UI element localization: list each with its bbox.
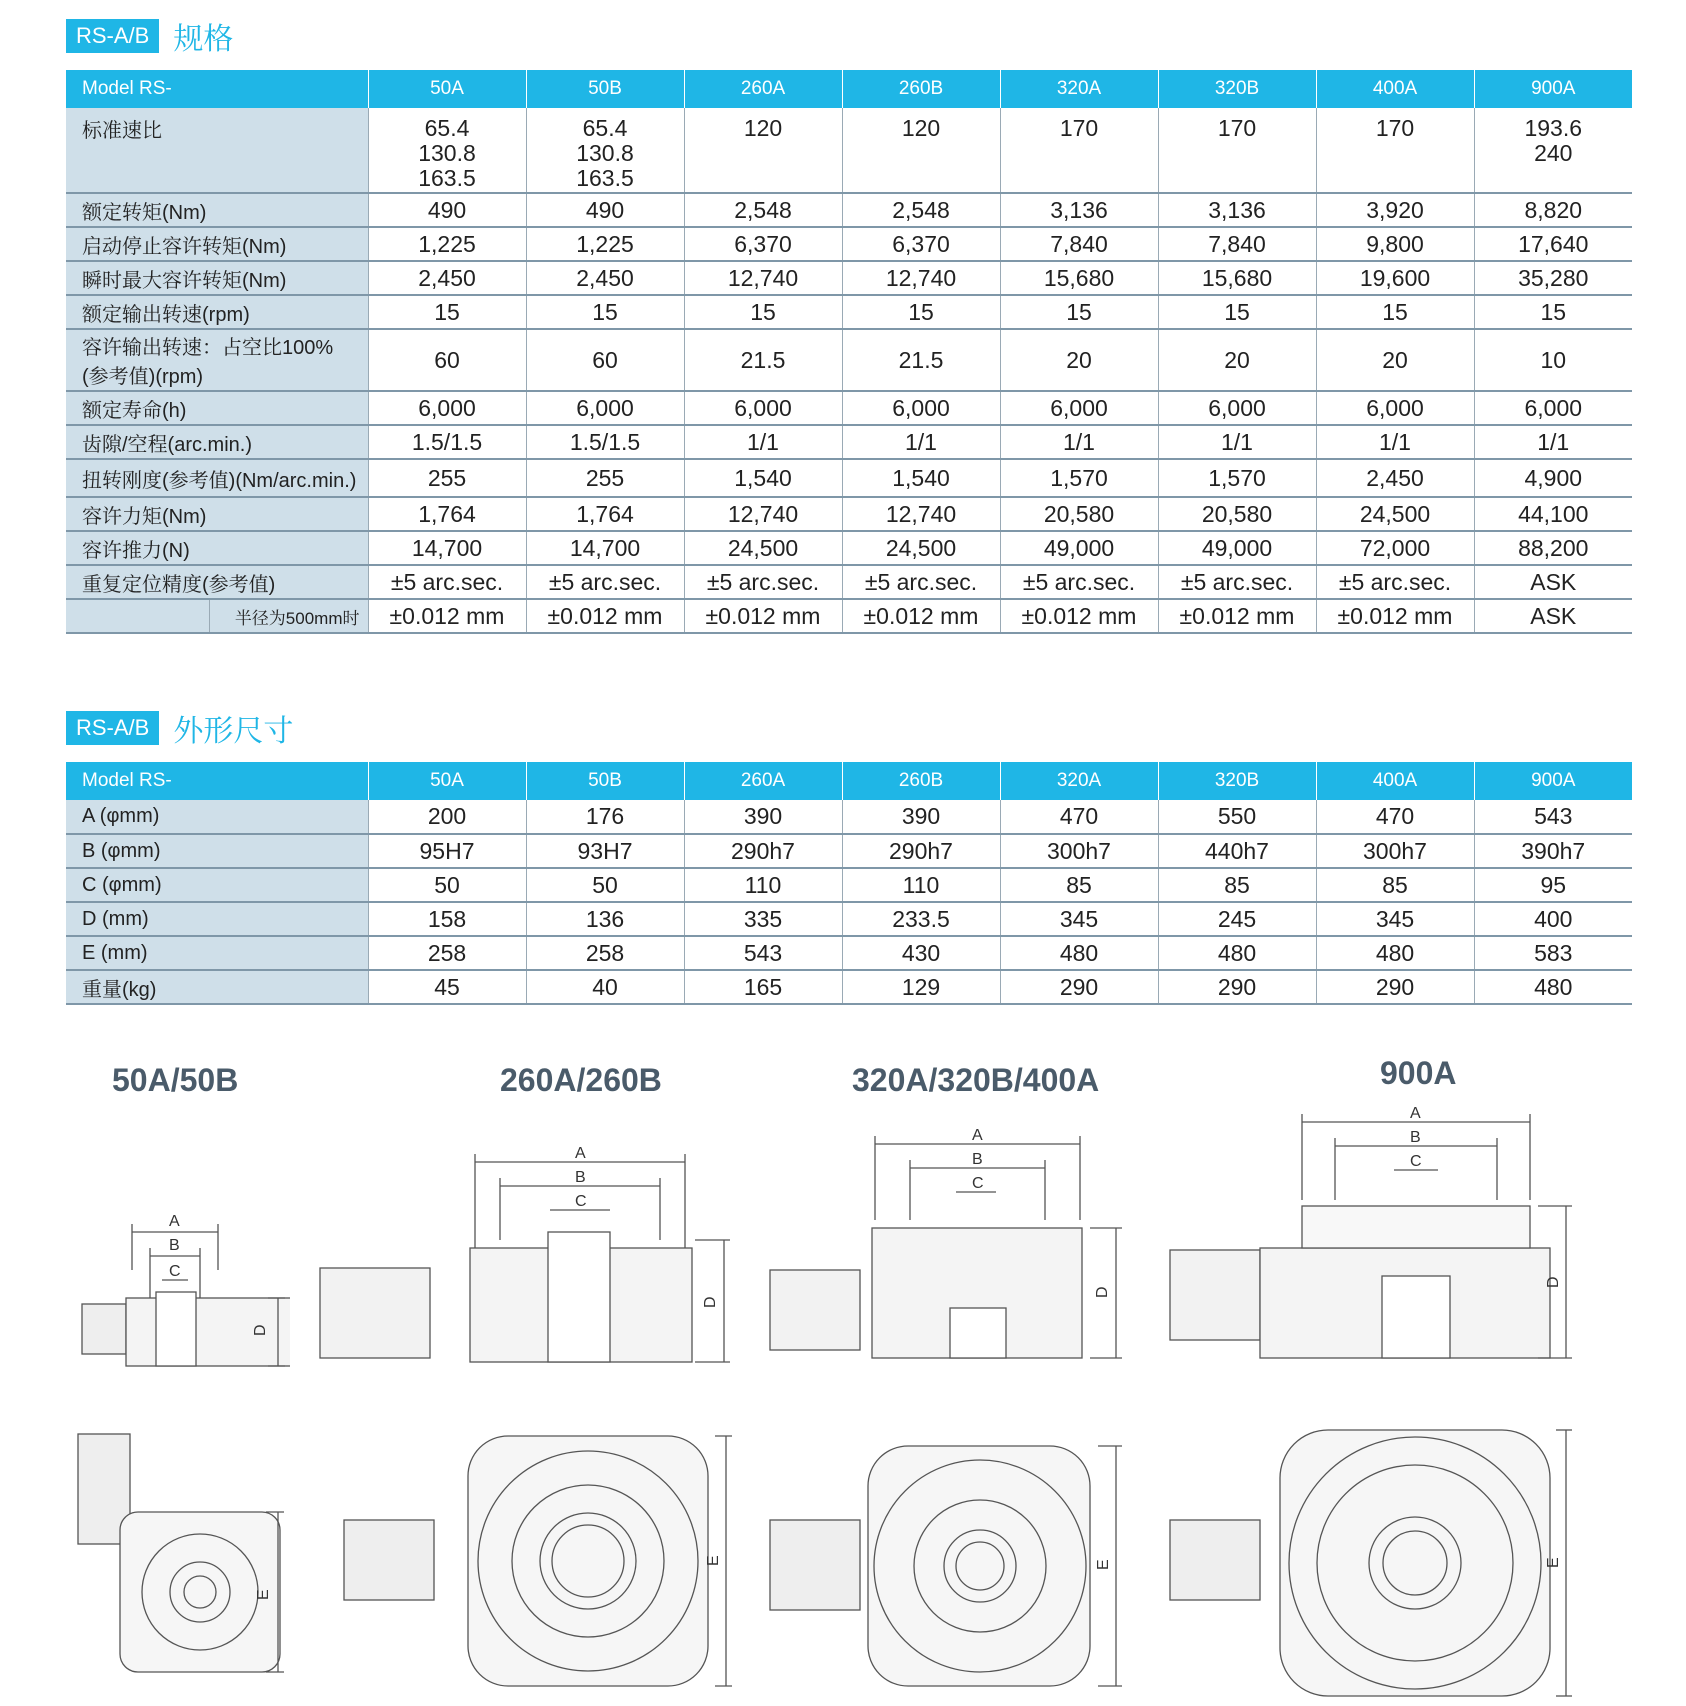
dim-letter-e: E: [1545, 1557, 1562, 1568]
cell-value: 480: [1316, 936, 1474, 970]
cell-value: 95H7: [368, 834, 526, 868]
table-row: [66, 565, 1632, 599]
header-model-label: Model RS-: [66, 70, 368, 108]
cell-value: 255: [526, 459, 684, 497]
table-row: [66, 295, 1632, 329]
cell-value: ±0.012 mm: [526, 599, 684, 633]
cell-value: 170: [1000, 108, 1158, 193]
cell-value: ±0.012 mm: [1316, 599, 1474, 633]
cell-value: 480: [1158, 936, 1316, 970]
spec-header-row: [66, 70, 1632, 108]
cell-value: 470: [1000, 800, 1158, 834]
cell-value: 1,225: [526, 227, 684, 261]
cell-value: 24,500: [842, 531, 1000, 565]
drawing-50-side: [70, 1200, 290, 1380]
header-model-900A: 900A: [1474, 70, 1632, 108]
cell-value: 45: [368, 970, 526, 1004]
dim-letter-b: B: [972, 1151, 983, 1168]
cell-value: 390h7: [1474, 834, 1632, 868]
cell-value: 1,570: [1158, 459, 1316, 497]
cell-value: 255: [368, 459, 526, 497]
cell-value: 136: [526, 902, 684, 936]
cell-value: 2,450: [1316, 459, 1474, 497]
table-row: [66, 902, 1632, 936]
dim-letter-a: A: [575, 1145, 586, 1162]
cell-value: 60: [368, 329, 526, 391]
cell-value: 49,000: [1158, 531, 1316, 565]
dim-table: [66, 762, 1632, 1005]
cell-value: 15: [842, 295, 1000, 329]
cell-value: 19,600: [1316, 261, 1474, 295]
row-label: 额定转矩(Nm): [66, 193, 368, 227]
cell-value: ±0.012 mm: [368, 599, 526, 633]
cell-value: 12,740: [842, 497, 1000, 531]
cell-value: 1/1: [842, 425, 1000, 459]
cell-value: 14,700: [526, 531, 684, 565]
row-label: [66, 599, 368, 633]
cell-value: ±5 arc.sec.: [1158, 565, 1316, 599]
cell-value: 110: [684, 868, 842, 902]
cell-value: 490: [368, 193, 526, 227]
cell-value: 6,000: [1158, 391, 1316, 425]
cell-value: 15: [1158, 295, 1316, 329]
cell-value: ±5 arc.sec.: [368, 565, 526, 599]
cell-value: ±0.012 mm: [684, 599, 842, 633]
cell-value: 3,136: [1158, 193, 1316, 227]
cell-value: ±5 arc.sec.: [1316, 565, 1474, 599]
cell-value: 1/1: [684, 425, 842, 459]
header-model-400A: 400A: [1316, 762, 1474, 800]
table-row: [66, 391, 1632, 425]
drawing-title-50: 50A/50B: [112, 1062, 239, 1098]
cell-value: 480: [1474, 970, 1632, 1004]
dim-letter-c: C: [169, 1263, 181, 1280]
cell-value: 20,580: [1158, 497, 1316, 531]
cell-value: 200: [368, 800, 526, 834]
cell-value: 6,000: [526, 391, 684, 425]
row-label: 额定寿命(h): [66, 391, 368, 425]
cell-value: 193.6 240: [1474, 108, 1632, 193]
table-row: [66, 800, 1632, 834]
spec-table: [66, 70, 1632, 634]
header-model-320A: 320A: [1000, 70, 1158, 108]
cell-value: 2,450: [368, 261, 526, 295]
cell-value: 15: [526, 295, 684, 329]
cell-value: 470: [1316, 800, 1474, 834]
cell-value: 12,740: [842, 261, 1000, 295]
table-row: [66, 459, 1632, 497]
row-label: D (mm): [66, 902, 368, 936]
cell-value: 233.5: [842, 902, 1000, 936]
cell-value: 1,764: [526, 497, 684, 531]
dim-letter-b: B: [169, 1237, 180, 1254]
cell-value: 290: [1000, 970, 1158, 1004]
cell-value: 8,820: [1474, 193, 1632, 227]
cell-value: 24,500: [1316, 497, 1474, 531]
header-model-320A: 320A: [1000, 762, 1158, 800]
cell-value: 15: [1000, 295, 1158, 329]
header-model-260A: 260A: [684, 762, 842, 800]
cell-value: 88,200: [1474, 531, 1632, 565]
cell-value: 4,900: [1474, 459, 1632, 497]
cell-value: 335: [684, 902, 842, 936]
cell-value: 6,000: [684, 391, 842, 425]
cell-value: 110: [842, 868, 1000, 902]
dim-header-row: [66, 762, 1632, 800]
table-row: [66, 108, 1632, 193]
cell-value: 15,680: [1000, 261, 1158, 295]
cell-value: 21.5: [684, 329, 842, 391]
cell-value: 20: [1316, 329, 1474, 391]
table-row: [66, 497, 1632, 531]
header-model-900A: 900A: [1474, 762, 1632, 800]
cell-value: 176: [526, 800, 684, 834]
table-row: [66, 970, 1632, 1004]
cell-value: 17,640: [1474, 227, 1632, 261]
cell-value: 50: [526, 868, 684, 902]
spec-section-title: 规格: [173, 23, 234, 56]
cell-value: ASK: [1474, 599, 1632, 633]
cell-value: ±5 arc.sec.: [684, 565, 842, 599]
header-model-label: Model RS-: [66, 762, 368, 800]
cell-value: 170: [1158, 108, 1316, 193]
cell-value: 1.5/1.5: [526, 425, 684, 459]
row-label: 标准速比: [66, 108, 368, 193]
cell-value: 72,000: [1316, 531, 1474, 565]
header-model-260A: 260A: [684, 70, 842, 108]
cell-value: 390: [842, 800, 1000, 834]
row-label: 扭转刚度(参考值)(Nm/arc.min.): [66, 459, 368, 497]
cell-value: 543: [684, 936, 842, 970]
cell-value: 93H7: [526, 834, 684, 868]
cell-value: ±5 arc.sec.: [1000, 565, 1158, 599]
table-row: [66, 425, 1632, 459]
cell-value: 12,740: [684, 497, 842, 531]
table-row: [66, 227, 1632, 261]
drawing-320-side: [760, 1120, 1160, 1380]
dim-letter-e: E: [255, 1589, 272, 1600]
table-row: [66, 329, 1632, 391]
table-row: [66, 599, 1632, 633]
cell-value: 490: [526, 193, 684, 227]
cell-value: 50: [368, 868, 526, 902]
row-label: B (φmm): [66, 834, 368, 868]
cell-value: 1.5/1.5: [368, 425, 526, 459]
dim-letter-d: D: [252, 1324, 269, 1336]
drawing-260-top: [320, 1420, 750, 1700]
cell-value: 245: [1158, 902, 1316, 936]
dim-section-title: 外形尺寸: [173, 715, 294, 748]
cell-value: 20: [1158, 329, 1316, 391]
cell-value: 15,680: [1158, 261, 1316, 295]
cell-value: 6,000: [842, 391, 1000, 425]
cell-value: 85: [1158, 868, 1316, 902]
dim-letter-d: D: [702, 1296, 719, 1308]
cell-value: 95: [1474, 868, 1632, 902]
cell-value: 6,000: [1000, 391, 1158, 425]
cell-value: 120: [684, 108, 842, 193]
cell-value: 15: [1474, 295, 1632, 329]
cell-value: 390: [684, 800, 842, 834]
cell-value: 6,000: [368, 391, 526, 425]
cell-value: 550: [1158, 800, 1316, 834]
dim-section-tag: RS-A/B: [66, 711, 159, 745]
cell-value: 60: [526, 329, 684, 391]
cell-value: 9,800: [1316, 227, 1474, 261]
row-label: 容许输出转速：占空比100% (参考值)(rpm): [66, 329, 368, 391]
spec-section-tag: RS-A/B: [66, 19, 159, 53]
cell-value: ±0.012 mm: [1158, 599, 1316, 633]
cell-value: 3,136: [1000, 193, 1158, 227]
cell-value: 165: [684, 970, 842, 1004]
table-row: [66, 531, 1632, 565]
dim-letter-d: D: [1094, 1286, 1111, 1298]
cell-value: 480: [1000, 936, 1158, 970]
cell-value: 1,764: [368, 497, 526, 531]
dim-letter-b: B: [1410, 1129, 1421, 1146]
cell-value: 10: [1474, 329, 1632, 391]
cell-value: 1,540: [842, 459, 1000, 497]
cell-value: 258: [368, 936, 526, 970]
cell-value: 430: [842, 936, 1000, 970]
cell-value: 6,000: [1316, 391, 1474, 425]
cell-value: 6,370: [842, 227, 1000, 261]
row-label: 容许力矩(Nm): [66, 497, 368, 531]
cell-value: 3,920: [1316, 193, 1474, 227]
dim-letter-b: B: [575, 1169, 586, 1186]
cell-value: 158: [368, 902, 526, 936]
cell-value: 14,700: [368, 531, 526, 565]
cell-value: 300h7: [1000, 834, 1158, 868]
dim-letter-c: C: [972, 1175, 984, 1192]
cell-value: 49,000: [1000, 531, 1158, 565]
cell-value: 15: [1316, 295, 1474, 329]
row-label: 齿隙/空程(arc.min.): [66, 425, 368, 459]
row-label: 启动停止容许转矩(Nm): [66, 227, 368, 261]
row-label: C (φmm): [66, 868, 368, 902]
row-label: 额定输出转速(rpm): [66, 295, 368, 329]
drawing-900-top: [1160, 1420, 1600, 1700]
drawing-title-260: 260A/260B: [500, 1062, 662, 1098]
header-model-260B: 260B: [842, 762, 1000, 800]
header-model-50A: 50A: [368, 762, 526, 800]
cell-value: 2,450: [526, 261, 684, 295]
cell-value: ±5 arc.sec.: [526, 565, 684, 599]
cell-value: 543: [1474, 800, 1632, 834]
cell-value: 170: [1316, 108, 1474, 193]
spec-section-header: [66, 14, 233, 58]
table-row: [66, 834, 1632, 868]
cell-value: 20,580: [1000, 497, 1158, 531]
cell-value: 7,840: [1158, 227, 1316, 261]
drawing-260-side: [310, 1140, 750, 1380]
cell-value: 120: [842, 108, 1000, 193]
spec-body: [66, 108, 1632, 633]
cell-value: 440h7: [1158, 834, 1316, 868]
header-model-50B: 50B: [526, 762, 684, 800]
row-label: E (mm): [66, 936, 368, 970]
cell-value: 21.5: [842, 329, 1000, 391]
dim-section-header: [66, 706, 293, 750]
cell-value: 2,548: [684, 193, 842, 227]
dim-letter-a: A: [1410, 1105, 1421, 1122]
cell-value: 1,540: [684, 459, 842, 497]
cell-value: 400: [1474, 902, 1632, 936]
cell-value: 35,280: [1474, 261, 1632, 295]
cell-value: 44,100: [1474, 497, 1632, 531]
dim-letter-c: C: [575, 1193, 587, 1210]
cell-value: 65.4 130.8 163.5: [368, 108, 526, 193]
cell-value: 290: [1158, 970, 1316, 1004]
cell-value: 6,370: [684, 227, 842, 261]
cell-value: 1/1: [1000, 425, 1158, 459]
cell-value: 345: [1316, 902, 1474, 936]
row-label: 重量(kg): [66, 970, 368, 1004]
header-model-50B: 50B: [526, 70, 684, 108]
cell-value: 1/1: [1316, 425, 1474, 459]
cell-value: 290h7: [684, 834, 842, 868]
cell-value: 583: [1474, 936, 1632, 970]
dim-letter-c: C: [1410, 1153, 1422, 1170]
cell-value: 40: [526, 970, 684, 1004]
header-model-320B: 320B: [1158, 70, 1316, 108]
dim-letter-e: E: [1095, 1559, 1112, 1570]
cell-value: 15: [684, 295, 842, 329]
cell-value: 2,548: [842, 193, 1000, 227]
cell-value: 7,840: [1000, 227, 1158, 261]
drawing-50-top: [70, 1420, 290, 1700]
row-sublabel: 半径为500mm时: [209, 600, 368, 632]
cell-value: 85: [1316, 868, 1474, 902]
drawing-900-side: [1160, 1100, 1600, 1380]
row-label: A (φmm): [66, 800, 368, 834]
cell-value: 6,000: [1474, 391, 1632, 425]
cell-value: 290h7: [842, 834, 1000, 868]
drawing-title-320: 320A/320B/400A: [852, 1062, 1100, 1098]
dim-letter-e: E: [705, 1555, 722, 1566]
table-row: [66, 868, 1632, 902]
table-row: [66, 193, 1632, 227]
cell-value: 65.4 130.8 163.5: [526, 108, 684, 193]
drawing-title-900: 900A: [1380, 1055, 1457, 1091]
dim-letter-a: A: [972, 1127, 983, 1144]
cell-value: 258: [526, 936, 684, 970]
row-label: 重复定位精度(参考值): [66, 565, 368, 599]
cell-value: ±0.012 mm: [1000, 599, 1158, 633]
header-model-400A: 400A: [1316, 70, 1474, 108]
row-label: 容许推力(N): [66, 531, 368, 565]
cell-value: 24,500: [684, 531, 842, 565]
dim-body: [66, 800, 1632, 1004]
table-row: [66, 936, 1632, 970]
dim-letter-d: D: [1545, 1276, 1562, 1288]
header-model-260B: 260B: [842, 70, 1000, 108]
row-label: 瞬时最大容许转矩(Nm): [66, 261, 368, 295]
cell-value: 20: [1000, 329, 1158, 391]
cell-value: 1,225: [368, 227, 526, 261]
cell-value: 15: [368, 295, 526, 329]
dim-letter-a: A: [169, 1213, 180, 1230]
cell-value: ±5 arc.sec.: [842, 565, 1000, 599]
cell-value: 129: [842, 970, 1000, 1004]
cell-value: 290: [1316, 970, 1474, 1004]
cell-value: ±0.012 mm: [842, 599, 1000, 633]
header-model-50A: 50A: [368, 70, 526, 108]
cell-value: 345: [1000, 902, 1158, 936]
cell-value: 1,570: [1000, 459, 1158, 497]
cell-value: 1/1: [1474, 425, 1632, 459]
header-model-320B: 320B: [1158, 762, 1316, 800]
cell-value: 300h7: [1316, 834, 1474, 868]
table-row: [66, 261, 1632, 295]
cell-value: 85: [1000, 868, 1158, 902]
cell-value: 1/1: [1158, 425, 1316, 459]
cell-value: 12,740: [684, 261, 842, 295]
drawing-320-top: [760, 1440, 1160, 1700]
cell-value: ASK: [1474, 565, 1632, 599]
